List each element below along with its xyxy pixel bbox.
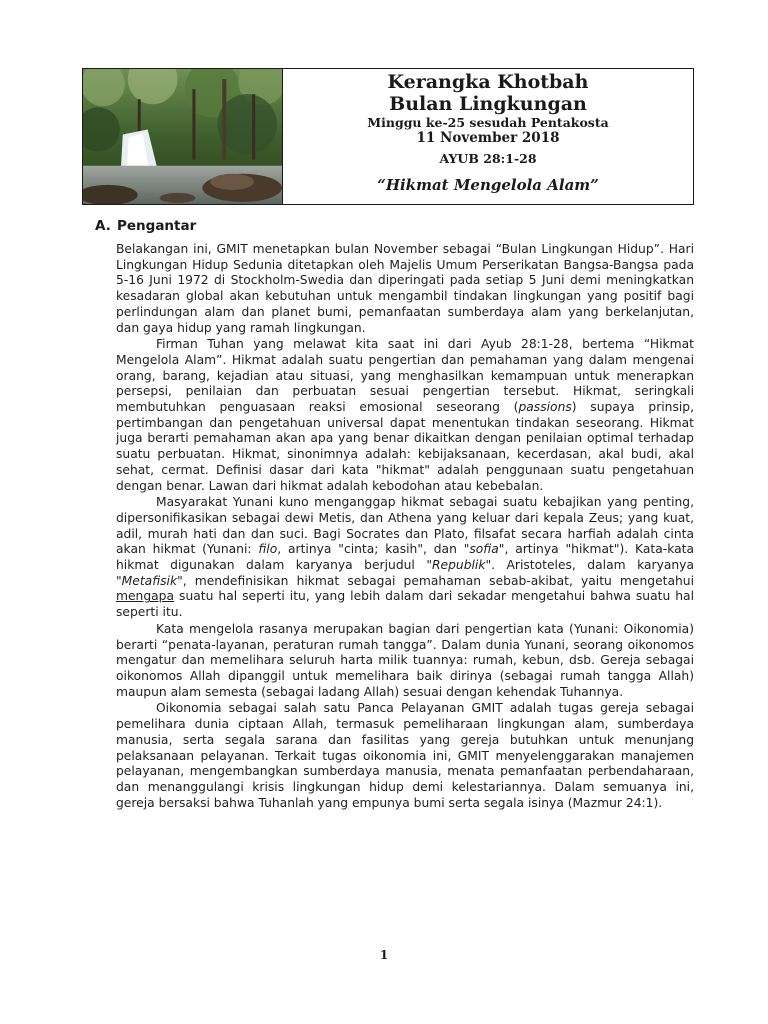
paragraph-1: Belakangan ini, GMIT menetapkan bulan November sebagai “Bulan Lingkungan Hidup”. Hari Lingkungan Hidup Sedunia ditetapkan oleh Majelis Umum Perserikatan Bangsa-Bangsa pada 5-16 Juni 1972 di Stockholm-Swedia dan diperingati pada setiap 5 Juni demi meningkatkan kesadaran global akan kebutuhan untuk mengambil tindakan lingkungan yang positif bagi perlindungan alam dan planet bumi, pemanfaatan sumberdaya alam yang berkelanjutan, dan gaya hidup yang ramah lingkungan. (116, 242, 694, 335)
paragraph-3-italic-sofia: sofia (469, 542, 499, 557)
paragraph-3-italic-filo: filo (258, 542, 278, 557)
paragraph-3-underlined: mengapa (116, 589, 175, 604)
sermon-theme: “Hikmat Mengelola Alam” (377, 176, 599, 194)
paragraph-3-text-d: ". Aristoteles, dalam karyanya " (116, 558, 694, 588)
waterfall-image (83, 69, 282, 204)
section-number: A. (95, 218, 111, 234)
section-heading (95, 218, 196, 234)
paragraph-3-text-f: suatu hal seperti itu, yang lebih dalam dari sekadar mengetahui bahwa suatu hal seperti itu. (116, 589, 694, 620)
paragraph-2-text-cont: ) supaya prinsip, pertimbangan dan pengetahuan universal dapat menentukan tindakan seseorang. Hikmat juga berarti pemahaman akan apa yang benar dikaitkan dengan penilaian optimal terhadap suatu perbuatan. Hikmat, sinonimnya adalah: kebijaksanaan, kecerdasan, akal budi, akal sehat, cermat. Definisi dasar dari kata "hikmat" adalah penggunaan suatu pengetahuan dengan benar. Lawan dari hikmat adalah kebodohan atau kebebalan. (116, 400, 694, 493)
paragraph-3-text-e: ", mendefinisikan hikmat sebagai pemahaman sebab-akibat, yaitu mengetahui (177, 573, 694, 588)
header-box (82, 68, 694, 205)
subtitle: Minggu ke-25 sesudah Pentakosta (367, 115, 609, 130)
paragraph-4: Kata mengelola rasanya merupakan bagian dari pengertian kata (Yunani: Oikonomia) berarti “penata-layanan, peraturan rumah tangga”. Dalam dunia Yunani, seorang oikonomos mengatur dan memelihara seluruh harta milik tuannya: rumah, kebun, dsb. Gereja sebagai oikonomos Allah dipanggil untuk memelihara baik dirinya (sebagai rumah tangga Allah) maupun alam semesta (sebagai ladang Allah) sesuai dengan kehendak Tuhannya. (116, 621, 694, 699)
paragraph-3-text-b: , artinya "cinta; kasih", dan " (277, 542, 470, 557)
paragraph-3-italic-metafisik: Metafisik (121, 573, 178, 588)
paragraph-3-text-c: ", artinya "hikmat"). Kata-kata hikmat digunakan dalam karyanya berjudul " (116, 542, 694, 573)
paragraph-3 (116, 495, 694, 621)
paragraph-5: Oikonomia sebagai salah satu Panca Pelayanan GMIT adalah tugas gereja sebagai pemelihara dunia ciptaan Allah, termasuk pemeliharaan lingkungan alam, sumberdaya manusia, serta segala sarana dan fasilitas yang gereja butuhkan untuk menunjang pelaksanaan pelayanan. Terkait tugas oikonomia ini, GMIT menyelenggarakan manajemen pelayanan, mengembangkan sumberdaya manusia, menata pemanfaatan perbendaharaan, dan menanggulangi krisis lingkungan hidup demi kelestariannya. Dalam semuanya ini, gereja bersaksi bahwa Tuhanlah yang empunya bumi serta segala isinya (Mazmur 24:1). (116, 701, 694, 810)
body-text (116, 242, 694, 812)
section-title: Pengantar (117, 218, 197, 234)
waterfall-photo (83, 69, 283, 204)
paragraph-2-italic: passions (518, 400, 572, 415)
paragraph-3-italic-republik: Republik (431, 558, 486, 573)
paragraph-3-text: Masyarakat Yunani kuno menganggap hikmat sebagai suatu kebajikan yang penting, dipersonifikasikan sebagai dewi Metis, dan Athena yang keluar dari kepala Zeus; yang kuat, adil, murah hati dan dan suci. Bagi Socrates dan Plato, filsafat secara harfiah adalah cinta akan hikmat (Yunani: (116, 495, 694, 557)
scripture-reference: AYUB 28:1-28 (439, 151, 537, 166)
page-number: 1 (379, 948, 389, 962)
paragraph-2 (116, 337, 694, 494)
title-line-2: Bulan Lingkungan (389, 93, 587, 115)
title-area (283, 69, 693, 204)
date: 11 November 2018 (416, 130, 560, 146)
title-line-1: Kerangka Khotbah (387, 71, 589, 93)
paragraph-2-text: Firman Tuhan yang melawat kita saat ini dari Ayub 28:1-28, bertema “Hikmat Mengelola Alam”. Hikmat adalah suatu pengertian dan pemahaman yang dalam mengenai orang, barang, kejadian atau situasi, yang menghasilkan kemampuan untuk menerapkan persepsi, penilaian dan perbuatan sesuai pengertian tersebut. Hikmat, seringkali membutuhkan penguasaan reaksi emosional seseorang ( (116, 337, 694, 415)
